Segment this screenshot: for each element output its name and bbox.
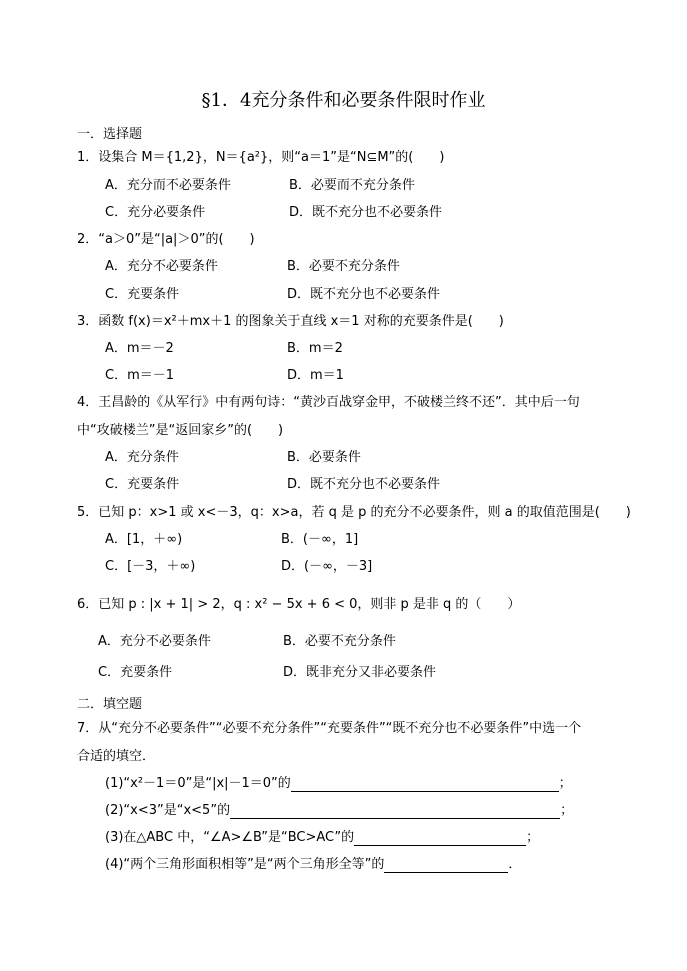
- question-7-sub-4: [105, 857, 521, 873]
- question-3-stem: 3．函数 f(x)＝x²＋mx＋1 的图象关于直线 x＝1 对称的充要条件是( ): [77, 314, 504, 329]
- sub-2-end: ；: [560, 803, 574, 818]
- question-7-sub-3: [105, 830, 539, 846]
- question-3-option-a: A．m＝－2: [105, 341, 174, 356]
- question-3-option-c: C．m＝－1: [105, 368, 175, 383]
- question-2-option-a: A．充分不必要条件: [105, 259, 218, 274]
- question-6-option-d: D．既非充分又非必要条件: [283, 665, 437, 680]
- question-4-option-c: C．充要条件: [105, 477, 180, 492]
- question-4-option-a: A．充分条件: [105, 450, 179, 465]
- question-6-stem: 6．已知 p : |x + 1| > 2，q : x² − 5x + 6 < 0，则非 p 是非 q 的（ ）: [77, 597, 521, 612]
- question-4-stem-line1: 4．王昌龄的《从军行》中有两句诗：“黄沙百战穿金甲，不破楼兰终不还”．其中后一句: [77, 395, 580, 410]
- answer-blank-1[interactable]: [291, 778, 559, 792]
- sub-4-end: ．: [508, 857, 522, 872]
- question-5-option-d: D．(－∞，－3]: [281, 559, 373, 574]
- question-6-option-c: C．充要条件: [98, 665, 173, 680]
- question-3-option-d: D．m＝1: [287, 368, 344, 383]
- question-5-option-a: A．[1，＋∞): [105, 532, 183, 547]
- question-7-stem-line2: 合适的填空．: [77, 749, 156, 764]
- question-7-sub-2: [105, 803, 573, 819]
- question-4-option-d: D．既不充分也不必要条件: [287, 477, 441, 492]
- question-1-stem: 1．设集合 M＝{1,2}，N＝{a²}，则“a＝1”是“N⊆M”的( ): [77, 150, 445, 165]
- question-2-option-c: C．充要条件: [105, 287, 180, 302]
- page-title: §1．4充分条件和必要条件限时作业: [201, 90, 486, 111]
- question-3-option-b: B．m＝2: [287, 341, 343, 356]
- question-5-option-b: B．(－∞，1]: [281, 532, 359, 547]
- question-5-option-c: C．[－3，＋∞): [105, 559, 196, 574]
- question-1-option-a: A．充分而不必要条件: [105, 178, 231, 193]
- section-heading-choice: 一．选择题: [77, 127, 143, 142]
- question-1-option-b: B．必要而不充分条件: [289, 178, 415, 193]
- sub-4-text: (4)“两个三角形面积相等”是“两个三角形全等”的: [105, 857, 385, 872]
- question-2-stem: 2．“a＞0”是“|a|＞0”的( ): [77, 232, 255, 247]
- question-4-stem-line2: 中“攻破楼兰”是“返回家乡”的( ): [77, 423, 284, 438]
- answer-blank-2[interactable]: [230, 805, 560, 819]
- question-6-option-b: B．必要不充分条件: [283, 634, 396, 649]
- question-1-option-d: D．既不充分也不必要条件: [289, 205, 443, 220]
- sub-1-text: (1)“x²－1＝0”是“|x|－1＝0”的: [105, 776, 291, 791]
- question-7-stem-line1: 7．从“充分不必要条件”“必要不充分条件”“充要条件”“既不充分也不必要条件”中选一个: [77, 721, 582, 736]
- answer-blank-4[interactable]: [384, 859, 508, 873]
- sub-2-text: (2)“x<3”是“x<5”的: [105, 803, 231, 818]
- section-heading-fill: 二．填空题: [77, 697, 143, 712]
- question-1-option-c: C．充分必要条件: [105, 205, 206, 220]
- sub-3-end: ；: [526, 830, 540, 845]
- question-4-option-b: B．必要条件: [287, 450, 361, 465]
- question-7-sub-1: [105, 776, 572, 792]
- sub-3-text: (3)在△ABC 中，“∠A>∠B”是“BC>AC”的: [105, 830, 355, 845]
- question-2-option-d: D．既不充分也不必要条件: [287, 287, 441, 302]
- sub-1-end: ；: [558, 776, 572, 791]
- answer-blank-3[interactable]: [354, 832, 526, 846]
- question-2-option-b: B．必要不充分条件: [287, 259, 400, 274]
- question-6-option-a: A．充分不必要条件: [98, 634, 211, 649]
- question-5-stem: 5．已知 p：x>1 或 x<－3，q：x>a，若 q 是 p 的充分不必要条件，则 a 的取值范围是( ): [77, 505, 631, 520]
